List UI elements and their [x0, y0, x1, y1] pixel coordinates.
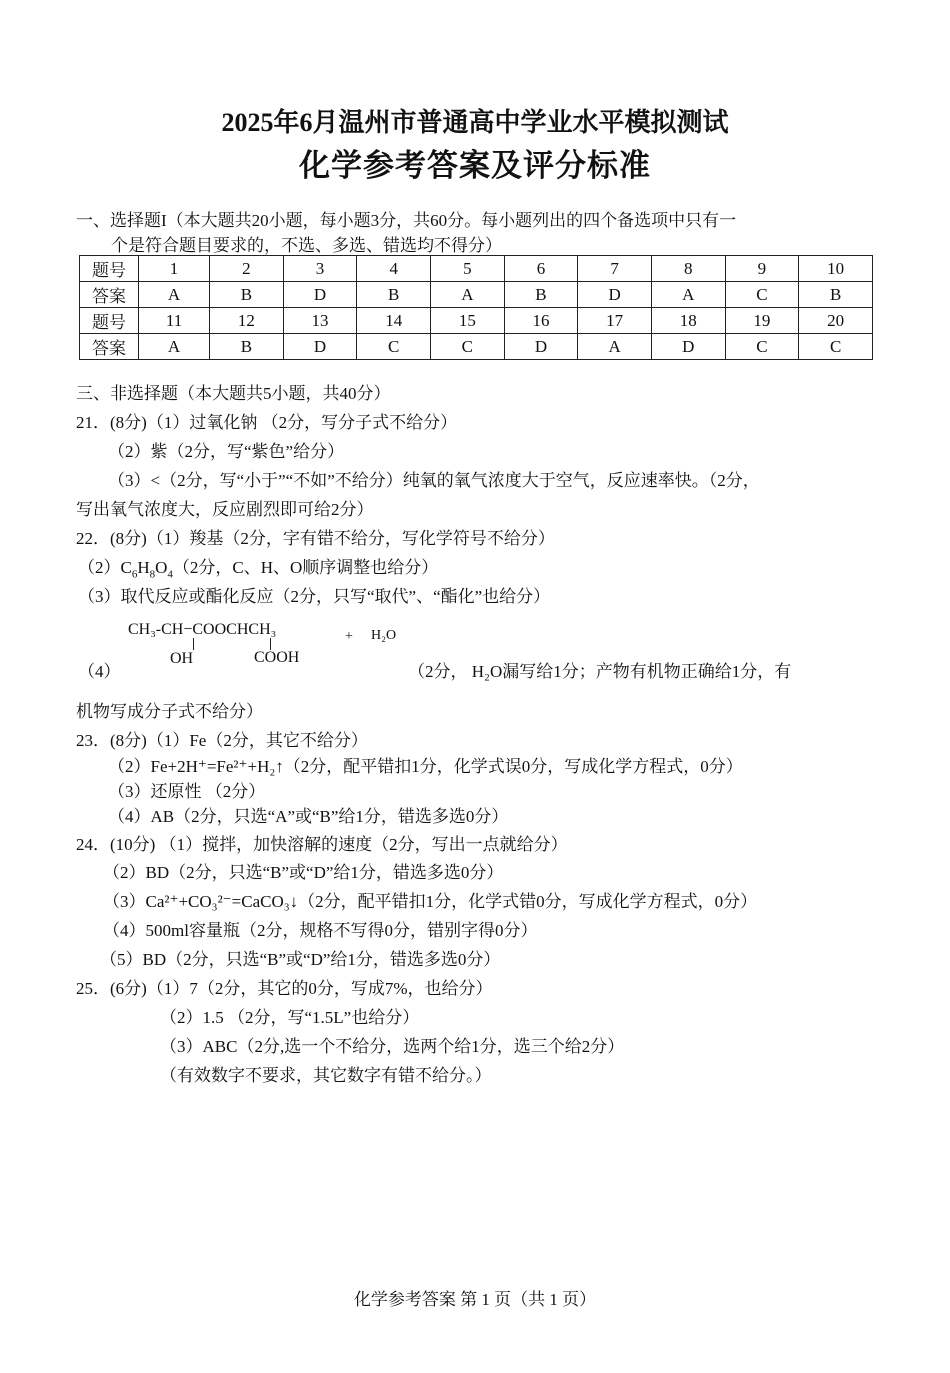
q22-line2 — [78, 553, 438, 580]
formula-main-chain: CH₃-CH−COOCHCH₃ — [128, 621, 277, 638]
q23-line2: （2）Fe+2H⁺=Fe²⁺+H₂↑（2分，配平错扣1分，化学式误0分，写成化学方程式，0分） — [108, 757, 743, 776]
table-row — [80, 256, 873, 282]
table-cell: 2 — [210, 256, 284, 282]
table-cell: D — [283, 282, 357, 308]
table-cell: 4 — [357, 256, 431, 282]
section3-heading: 三、非选择题（本大题共5小题，共40分） — [76, 384, 391, 403]
table-cell: 1 — [139, 256, 210, 282]
section1-heading-cont: 个是符合题目要求的，不选、多选、错选均不得分） — [111, 236, 502, 255]
q23-line1: 23．(8分)（1）Fe（2分，其它不给分） — [76, 731, 368, 750]
ester-structure-formula — [128, 621, 418, 673]
formula-plus: + — [345, 629, 353, 644]
table-cell: 19 — [725, 308, 799, 334]
table-cell: 17 — [578, 308, 652, 334]
q22-line4-label: （4） — [78, 662, 121, 681]
q23-line4: （4）AB（2分，只选“A”或“B”给1分，错选多选0分） — [108, 807, 509, 826]
table-cell: 8 — [651, 256, 725, 282]
table-cell: 18 — [651, 308, 725, 334]
q25-line1: 25．(6分)（1）7（2分，其它的0分，写成7%，也给分） — [76, 979, 493, 998]
formula-oh: OH — [170, 650, 194, 667]
q21-line1: 21．(8分)（1）过氧化钠 （2分，写分子式不给分） — [76, 413, 458, 432]
table-cell: 3 — [283, 256, 357, 282]
formula-cooh: COOH — [254, 649, 300, 666]
q22-l2-sub1: 6 — [131, 568, 138, 581]
table-cell: A — [578, 334, 652, 360]
row-label: 题号 — [80, 256, 139, 282]
table-cell: C — [725, 282, 799, 308]
q21-line3: （3）<（2分，写“小于”“不如”不给分）纯氧的氧气浓度大于空气，反应速率快。（2分， — [108, 471, 760, 490]
table-cell: D — [283, 334, 357, 360]
exam-title: 2025年6月温州市普通高中学业水平模拟测试 — [221, 108, 729, 137]
section1-heading: 一、选择题I（本大题共20小题，每小题3分，共60分。每小题列出的四个备选项中只有一 — [76, 211, 737, 230]
table-cell: D — [578, 282, 652, 308]
q22-line1: 22．(8分)（1）羧基（2分，字有错不给分，写化学符号不给分） — [76, 529, 555, 548]
table-cell: B — [799, 282, 873, 308]
table-cell: B — [504, 282, 578, 308]
row-label: 答案 — [80, 282, 139, 308]
q24-line3: （3）Ca²⁺+CO₃²⁻=CaCO₃↓（2分，配平错扣1分，化学式错0分，写成化学方程式，0分） — [103, 892, 758, 911]
q21-line4: 写出氧气浓度大，反应剧烈即可给2分） — [76, 500, 374, 519]
row-label: 答案 — [80, 334, 139, 360]
row-label: 题号 — [80, 308, 139, 334]
table-cell: D — [504, 334, 578, 360]
table-cell: D — [651, 334, 725, 360]
q22-l2-d: （2分，C、H、O顺序调整也给分） — [172, 558, 439, 577]
table-cell: A — [651, 282, 725, 308]
q21-line2: （2）紫（2分，写“紫色”给分） — [108, 442, 345, 461]
q24-line1: 24．(10分) （1）搅拌，加快溶解的速度（2分，写出一点就给分） — [76, 835, 568, 854]
table-cell: 7 — [578, 256, 652, 282]
table-cell: A — [139, 334, 210, 360]
table-cell: C — [357, 334, 431, 360]
q22-line4-text: （2分， H₂O漏写给1分；产物有机物正确给1分，有 — [408, 662, 792, 681]
table-cell: 5 — [431, 256, 505, 282]
table-cell: 13 — [283, 308, 357, 334]
table-cell: 15 — [431, 308, 505, 334]
q22-l2-b: H — [137, 558, 150, 577]
table-cell: C — [799, 334, 873, 360]
q24-line4: （4）500ml容量瓶（2分，规格不写得0分，错别字得0分） — [103, 921, 538, 940]
answer-key-title: 化学参考答案及评分标准 — [299, 148, 651, 183]
table-cell: 16 — [504, 308, 578, 334]
table-cell: 6 — [504, 256, 578, 282]
table-cell: 14 — [357, 308, 431, 334]
q22-l2-sub2: 8 — [149, 568, 156, 581]
table-cell: B — [357, 282, 431, 308]
answer-table — [79, 255, 873, 360]
bond-oh — [193, 638, 194, 650]
q25-line3: （3）ABC（2分,选一个不给分，选两个给1分，选三个给2分） — [160, 1037, 625, 1056]
table-cell: C — [725, 334, 799, 360]
table-row — [80, 334, 873, 360]
formula-water: H₂O — [371, 628, 397, 643]
q22-l2-a: （2）C — [78, 558, 132, 577]
q22-line3: （3）取代反应或酯化反应（2分，只写“取代”、“酯化”也给分） — [78, 587, 551, 606]
table-row — [80, 282, 873, 308]
table-cell: A — [139, 282, 210, 308]
table-cell: 11 — [139, 308, 210, 334]
q25-line4: （有效数字不要求，其它数字有错不给分。） — [160, 1066, 492, 1085]
page-footer: 化学参考答案 第 1 页（共 1 页） — [353, 1290, 597, 1309]
q24-line5: （5）BD（2分，只选“B”或“D”给1分，错选多选0分） — [100, 950, 501, 969]
table-cell: 10 — [799, 256, 873, 282]
q22-l2-sub3: 4 — [167, 568, 173, 581]
table-cell: A — [431, 282, 505, 308]
table-cell: B — [210, 334, 284, 360]
table-cell: B — [210, 282, 284, 308]
q24-line2: （2）BD（2分，只选“B”或“D”给1分，错选多选0分） — [103, 863, 504, 882]
table-cell: 9 — [725, 256, 799, 282]
table-cell: 12 — [210, 308, 284, 334]
table-row — [80, 308, 873, 334]
q22-line5: 机物写成分子式不给分） — [76, 702, 263, 721]
q22-l2-c: O — [155, 558, 168, 577]
q25-line2: （2）1.5 （2分，写“1.5L”也给分） — [160, 1008, 420, 1027]
q23-line3: （3）还原性 （2分） — [108, 782, 266, 801]
table-cell: 20 — [799, 308, 873, 334]
table-cell: C — [431, 334, 505, 360]
